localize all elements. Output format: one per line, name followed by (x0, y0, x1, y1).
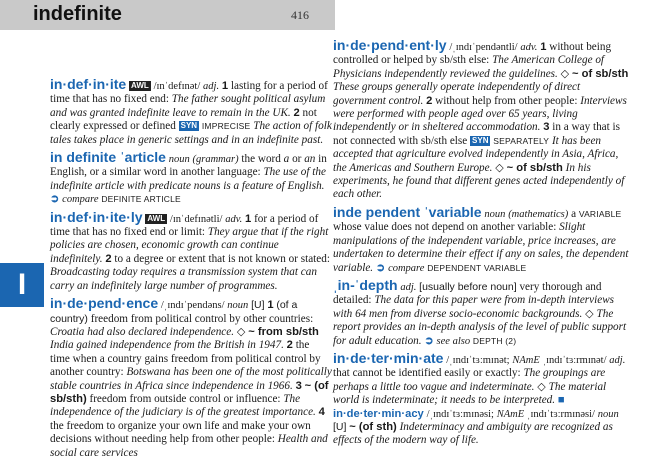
sense-number: 3 (543, 121, 550, 134)
example: The independence of the judiciary is of the greatest importance. (50, 392, 316, 419)
example: The material world is indeterminate; it needs to be interpreted. (333, 380, 607, 407)
pronunciation: /ˌɪndɪˈpendəntli/ (449, 42, 518, 53)
pronunciation: /ˌɪndɪˈtɜːmɪnəsi; (426, 408, 494, 420)
part-of-speech: noun (597, 408, 619, 420)
synonym-link[interactable]: SEPARATELY (493, 135, 550, 146)
compare-label: compare (62, 194, 99, 206)
subject-label: (mathematics) (508, 208, 569, 220)
example: The report provides an in-depth analysis of the level of public support for adult education. (333, 307, 627, 347)
example: The father sought political asylum and was granted indefinite leave to remain in the UK. (50, 93, 326, 119)
example: Broadcasting today requires a transmission system that can carry an indefinitely large number of programmes. (50, 266, 317, 292)
sense-number: 2 (426, 94, 433, 107)
part-of-speech: noun (227, 300, 249, 312)
definition: very thorough and detailed: (333, 280, 602, 307)
entry-indeterminate (333, 349, 633, 448)
part-of-speech: adv. (520, 42, 538, 53)
right-column (333, 39, 633, 452)
headword[interactable]: in definite ˈarticle (50, 149, 166, 166)
cross-reference-arrow-icon: ➲ (50, 193, 60, 206)
entry-in-depth (333, 276, 633, 348)
part-of-speech: adv. (225, 213, 243, 225)
example: India gained independence from the British in 1947. (50, 339, 284, 352)
cross-reference-arrow-icon: ➲ (424, 334, 434, 347)
entry-independently (333, 39, 633, 202)
example: These groups generally operate independently of direct government control. (333, 81, 581, 107)
definition: freedom from outside control or influence: (89, 392, 281, 405)
definition: without help from other people: (435, 94, 578, 107)
see-also-label: see also (436, 335, 471, 347)
usage-pattern: ~ of sb/sth (506, 161, 563, 174)
letter-thumb-tab[interactable]: I (0, 263, 44, 307)
diamond-icon: ◇ (537, 380, 546, 393)
definition: lasting for a period of time that has no fixed end: (50, 80, 328, 106)
part-of-speech: adj. (400, 281, 417, 293)
part-of-speech: adj. (203, 81, 220, 92)
awl-badge: AWL (147, 213, 166, 223)
definition: whose value does not depend on another variable: (333, 221, 557, 234)
usage-pattern: ~ of sb/sth (572, 67, 629, 80)
example: Indeterminacy and ambiguity are recognized as effects of the modern way of life. (333, 420, 613, 447)
definition: the freedom to organize your own life and make your own decisions without needing help from other people: (50, 419, 311, 446)
sense-number: 1 (540, 41, 547, 53)
diamond-icon: ◇ (495, 161, 504, 174)
pronunciation: /ˌɪndɪˈtɜːmɪnət; (446, 354, 510, 366)
part-of-speech: noun (484, 208, 506, 220)
entry-indefinite (50, 78, 332, 147)
derivative-square-icon: ■ (557, 394, 565, 407)
diamond-icon: ◇ (585, 307, 594, 320)
pronunciation: /ɪnˈdefɪnət/ (153, 81, 201, 92)
headword[interactable]: in·de·pend·ence (50, 295, 159, 312)
pronunciation-us: ˌɪndɪˈtɜːrmɪnəsi/ (526, 408, 595, 420)
sense-number: 1 (245, 212, 252, 225)
left-column (50, 78, 332, 464)
example: Botswana has been one of the most politically stable countries in Africa since independence in 1966. (50, 366, 332, 392)
sense-number: 1 (221, 80, 229, 92)
sense-number: 2 (286, 339, 293, 352)
cross-reference-arrow-icon: ➲ (375, 261, 386, 274)
xref-link[interactable]: VARIABLE (578, 208, 622, 219)
usage-pattern: ~ (of sth) (349, 420, 397, 433)
page-number: 416 (291, 8, 309, 22)
subject-label: (grammar) (192, 154, 239, 166)
grammar-code: [usually before noun] (419, 280, 517, 293)
definition: for a period of time that has no fixed end or limit: (50, 212, 319, 239)
compare-label: compare (388, 262, 425, 274)
example: The groupings are perhaps a little too vague and indeterminate. (333, 367, 606, 393)
xref-article: a (571, 207, 577, 220)
compare-link[interactable]: DEFINITE ARTICLE (101, 194, 181, 205)
region-label: NAmE (496, 408, 525, 420)
diamond-icon: ◇ (560, 67, 570, 80)
region-label: NAmE (512, 354, 540, 366)
compare-link[interactable]: DEPENDENT VARIABLE (427, 262, 527, 273)
example: Slight manipulations of the independent variable, price increases, are undertaken to determine their effect if any on sales, the dependent variable. (333, 221, 629, 274)
example: Health and social care services (50, 433, 328, 459)
sense-number: 1 (267, 299, 274, 312)
example: Croatia had also declared independence. (50, 325, 235, 338)
see-also-link[interactable]: DEPTH (2) (472, 335, 517, 346)
definition: that cannot be identified easily or exactly: (333, 367, 521, 380)
sense-number: 4 (318, 406, 325, 419)
grammar-code: [U] (251, 299, 265, 312)
grammar-code: [U] (333, 420, 347, 433)
definition: not clearly expressed or defined (50, 106, 317, 133)
entry-indefinite-article (50, 151, 332, 207)
entry-independence (50, 297, 332, 460)
definition: the word (241, 153, 281, 166)
entry-indefinitely (50, 208, 332, 293)
headword[interactable]: in·de·pend·ent·ly (333, 37, 447, 53)
awl-badge: AWL (131, 81, 149, 90)
word-a: a (283, 153, 290, 166)
example: The action of folk tales takes place in generic settings and in an indefinite past. (50, 120, 332, 146)
usage-pattern: ~ (of sb/sth) (50, 379, 329, 405)
derivative-headword[interactable]: in·de·ter·min·acy (333, 407, 424, 420)
definition: freedom from political control by other countries: (90, 312, 314, 325)
headword[interactable]: ˌin-ˈdepth (333, 276, 398, 293)
pronunciation-us: ˌɪndɪˈtɜːrmɪnət/ (542, 354, 607, 366)
headword[interactable]: in·def·in·ite (50, 76, 127, 92)
running-head: indefinite (33, 3, 122, 25)
word-or: or (292, 153, 302, 166)
diamond-icon: ◇ (236, 325, 246, 338)
part-of-speech: noun (168, 154, 190, 166)
part-of-speech: adj. (609, 354, 626, 366)
definition: in a way that is not connected with sb/sth else (333, 121, 621, 147)
sense-number: 2 (105, 252, 112, 265)
pronunciation: /ˌɪndɪˈpendəns/ (160, 300, 225, 312)
example: Interviews were performed with people aged over 65 years, living independently or in sheltered accommodation. (333, 94, 627, 134)
example: The American College of Physicians independently reviewed the guidelines. (333, 54, 605, 80)
definition: to a degree or extent that is not known or stated: (114, 252, 330, 265)
syn-badge: SYN (472, 135, 489, 145)
syn-badge: SYN (180, 121, 198, 131)
example: They argue that if the right policies are chosen, economic growth can continue indefinitely. (50, 226, 329, 265)
example: The data for this paper were from in-depth interviews with 64 men from diverse socio-economic backgrounds. (333, 294, 615, 320)
headword[interactable]: in·def·in·ite·ly (50, 208, 143, 225)
example: The use of the indefinite article with predicate nouns is a feature of English. (50, 166, 326, 192)
synonym-link[interactable]: IMPRECISE (201, 121, 251, 132)
headword[interactable]: in·de·ter·min·ate (333, 349, 444, 366)
definition: without being controlled or helped by sb/sth else: (333, 41, 612, 67)
example: In his experiments, he found that different genes acted independently of each other. (333, 161, 625, 201)
pronunciation: /ɪnˈdefɪnətli/ (169, 213, 223, 225)
sense-number: 2 (293, 106, 300, 119)
page-header (0, 0, 335, 30)
example: It has been accepted that agriculture evolved independently in Asia, Africa, the Americas and Southern Europe. (333, 134, 619, 174)
sense-number: 3 (295, 379, 302, 392)
word-an: an (304, 153, 316, 166)
headword[interactable]: inde pendent ˈvariable (333, 203, 482, 220)
usage-pattern: (of a country) (50, 299, 298, 325)
definition-rest: in English, or a similar word in another language: (50, 153, 327, 179)
usage-pattern: ~ from sb/sth (248, 325, 319, 338)
definition: the time when a country gains freedom from political control by another country: (50, 339, 321, 379)
entry-independent-variable (333, 203, 633, 275)
